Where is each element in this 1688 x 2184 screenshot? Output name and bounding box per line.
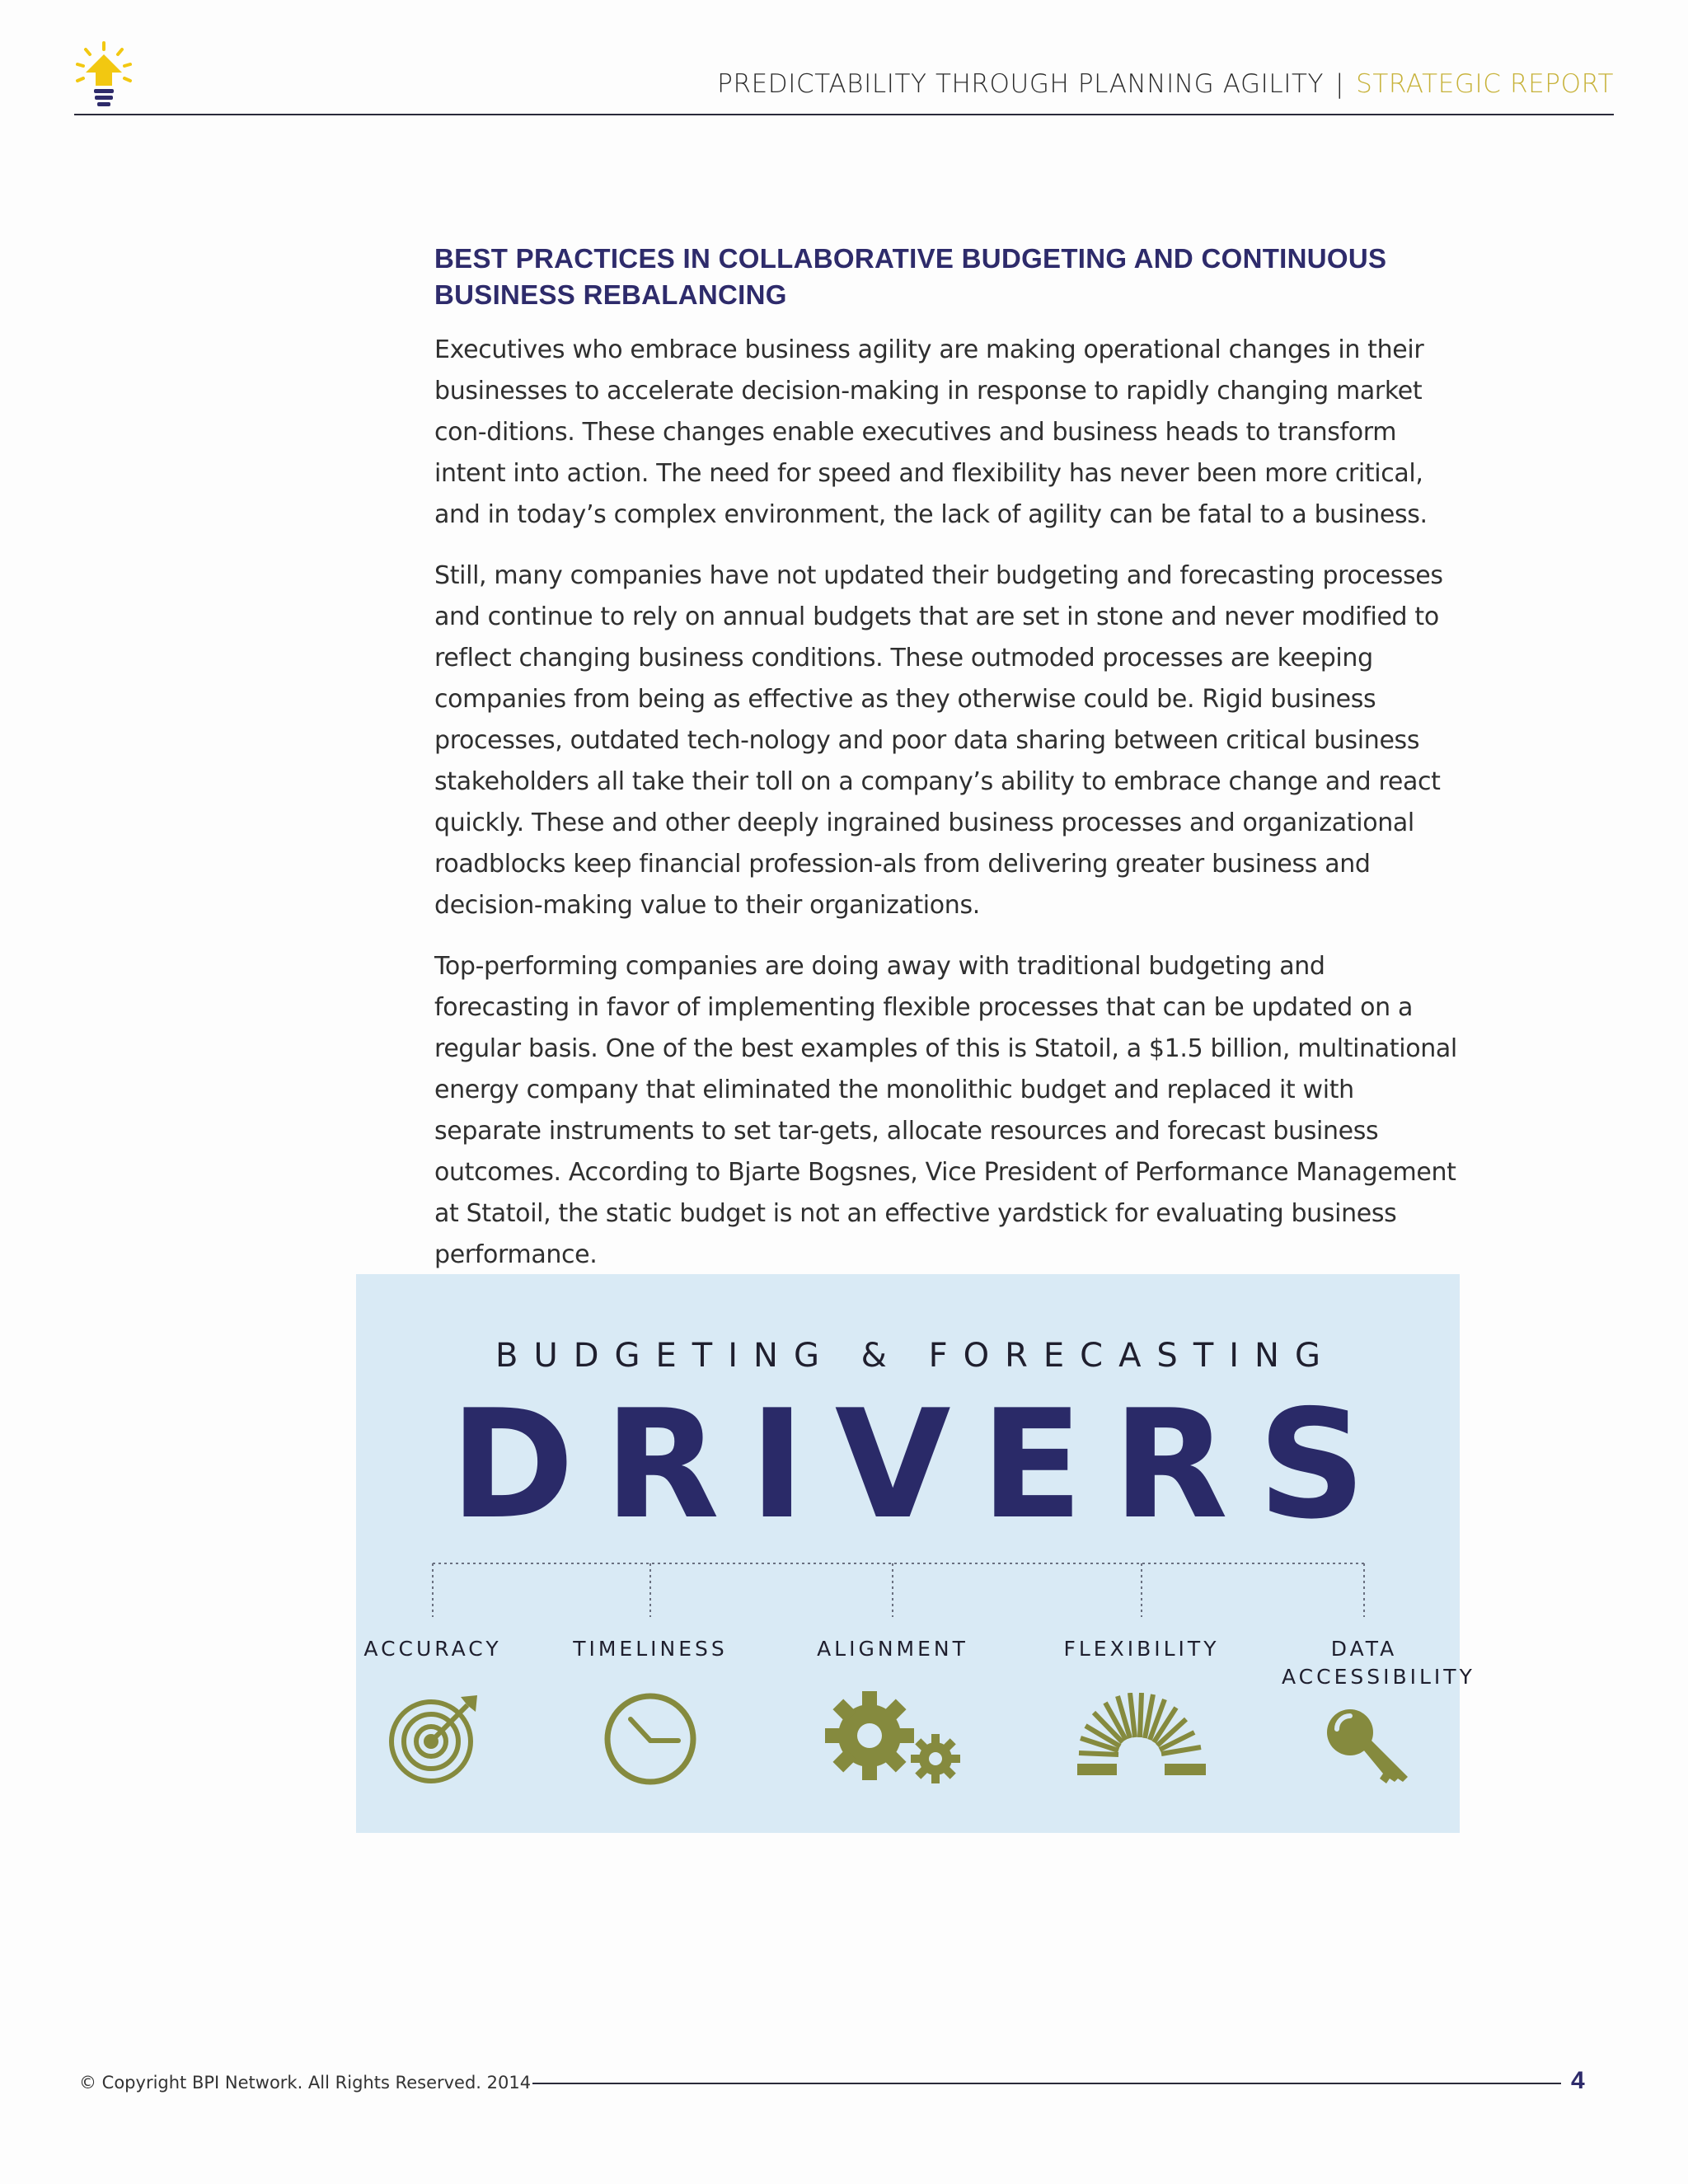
section-heading-line2: BUSINESS REBALANCING — [434, 279, 787, 310]
target-icon — [385, 1689, 484, 1788]
header-separator: | — [1335, 69, 1345, 99]
driver-label-line1: DATA — [1330, 1637, 1398, 1661]
key-icon — [1322, 1704, 1413, 1795]
paragraph: Still, many companies have not updated their budgeting and forecasting processes and continue to rely on annual budgets that are set in stone and never modified to reflect changing business conditions. These outmoded processes are keeping companies from being as effective as they otherwise could be. Rigid business processes, outdated tech-nology and poor data sharing between critical business stakeholders all take their toll on a company’s ability to embrace change and react quickly. These and other deeply ingrained business processes and organizational roadblocks keep financial profession-als from delivering greater business and decision-making value to their organizations. — [434, 561, 1443, 920]
footer-divider — [532, 2083, 1561, 2084]
driver-label: FLEXIBILITY — [1063, 1637, 1220, 1661]
driver-label: ACCURACY — [363, 1637, 502, 1661]
driver-accuracy — [350, 1635, 515, 1663]
section-heading-line1: BEST PRACTICES IN COLLABORATIVE BUDGETING AND CONTINUOUS — [434, 243, 1387, 274]
driver-label: TIMELINESS — [573, 1637, 728, 1661]
infographic-title: DRIVERS — [449, 1377, 1396, 1552]
article-body — [434, 241, 1465, 1296]
copyright-notice: © Copyright BPI Network. All Rights Reserved. 2014 — [79, 2073, 532, 2093]
driver-flexibility — [1059, 1635, 1224, 1663]
page-number: 4 — [1571, 2067, 1585, 2094]
gears-icon — [822, 1690, 962, 1788]
driver-alignment — [810, 1635, 975, 1663]
drivers-infographic — [356, 1274, 1475, 1833]
spring-icon — [1077, 1693, 1209, 1783]
report-header — [717, 69, 1614, 99]
paragraph: Top-performing companies are doing away with traditional budgeting and forecasting in favor of implementing flexible processes that can be updated on a regular basis. One of the best examples of this is Statoil, a $1.5 billion, multinational energy company that eliminated the monolithic budget and replaced it with separate instruments to set tar-gets, allocate resources and forecast business outcomes. According to Bjarte Bogsnes, Vice President of Performance Management at Statoil, the static budget is not an effective yardstick for evaluating business performance. — [434, 952, 1457, 1269]
section-heading — [434, 241, 1465, 313]
driver-label: ALIGNMENT — [817, 1637, 968, 1661]
header-divider — [74, 114, 1614, 115]
driver-label-line2: ACCESSIBILITY — [1282, 1665, 1475, 1689]
driver-data-accessibility — [1282, 1635, 1475, 1691]
infographic-subtitle: BUDGETING & FORECASTING — [495, 1337, 1336, 1375]
paragraph: Executives who embrace business agility are making operational changes in their businesses to accelerate decision-making in response to rapidly changing market con-ditions. These changes enable executives and business heads to transform intent into action. The need for speed and flexibility has never been more critical, and in today’s complex environment, the lack of agility can be fatal to a business. — [434, 335, 1428, 529]
report-section: STRATEGIC REPORT — [1356, 69, 1614, 99]
report-title: PREDICTABILITY THROUGH PLANNING AGILITY — [717, 69, 1325, 99]
driver-timeliness — [568, 1635, 733, 1663]
lightbulb-up-arrow-icon — [71, 41, 137, 110]
clock-icon — [601, 1690, 700, 1788]
